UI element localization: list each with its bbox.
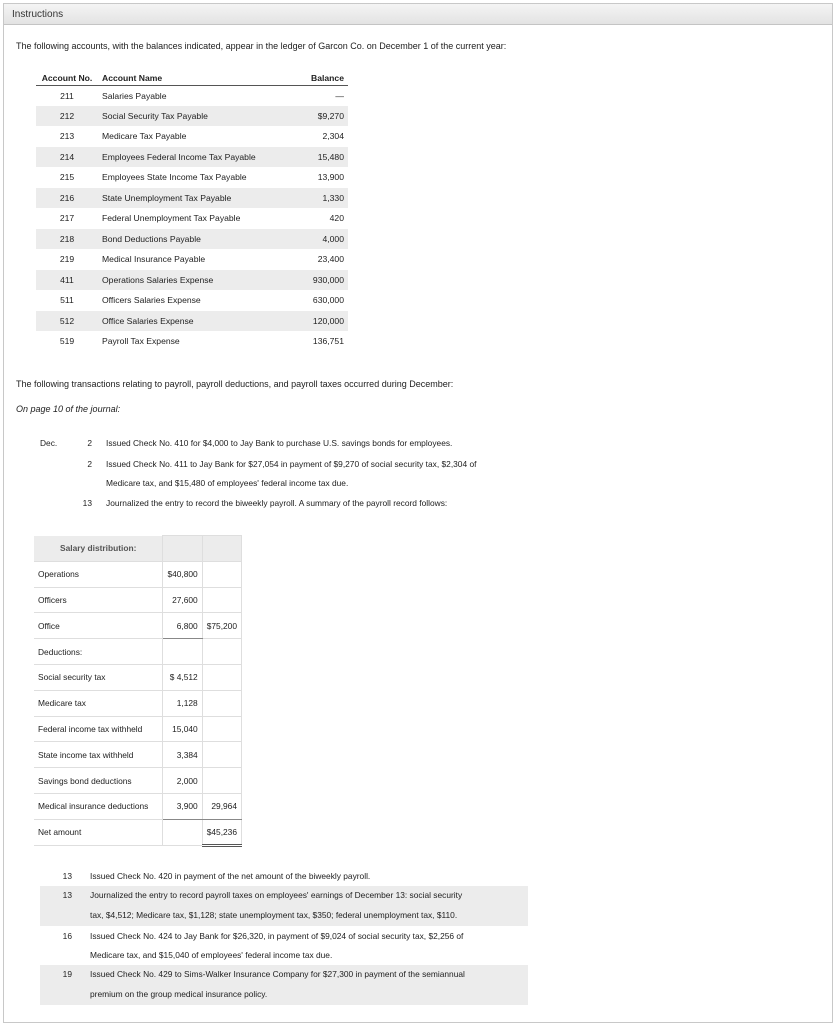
account-no: 211 xyxy=(60,90,74,101)
col-account-no: Account No. xyxy=(41,72,93,83)
transaction-text: Journalized the entry to record the biweekly payroll. A summary of the payroll record follows: xyxy=(106,498,448,508)
table-row xyxy=(36,331,348,352)
table-row xyxy=(36,249,348,270)
payroll-label: Operations xyxy=(34,561,163,587)
account-balance: 136,751 xyxy=(312,336,344,347)
table-row xyxy=(34,639,242,665)
transaction-day: 13 xyxy=(62,890,72,900)
account-name: Social Security Tax Payable xyxy=(102,110,208,121)
total-cell xyxy=(202,639,241,665)
payroll-label: Medical insurance deductions xyxy=(34,793,163,819)
account-balance: 4,000 xyxy=(322,233,344,244)
table-row xyxy=(36,311,348,332)
total-cell xyxy=(202,664,241,690)
transaction-row xyxy=(0,474,530,493)
account-balance: 420 xyxy=(329,213,344,224)
table-row xyxy=(34,768,242,794)
account-name: Operations Salaries Expense xyxy=(102,274,214,285)
intro-text: The following accounts, with the balances indicated, appear in the ledger of Garcon Co. on December 1 of the current year: xyxy=(16,41,507,51)
payroll-label: Officers xyxy=(34,587,163,613)
title-bar xyxy=(4,4,832,25)
transaction-text: Issued Check No. 410 for $4,000 to Jay Bank to purchase U.S. savings bonds for employees. xyxy=(106,438,453,448)
account-balance: 15,480 xyxy=(317,151,344,162)
transaction-row xyxy=(40,965,528,985)
account-balance: 120,000 xyxy=(312,315,344,326)
transaction-text: Issued Check No. 411 to Jay Bank for $27,054 in payment of $9,270 of social security tax, $2,304 of xyxy=(106,459,477,469)
account-balance: 2,304 xyxy=(322,131,344,142)
account-no: 212 xyxy=(59,110,75,121)
account-name: Medicare Tax Payable xyxy=(102,131,187,142)
total-cell xyxy=(202,561,241,587)
account-balance: $9,270 xyxy=(317,110,344,121)
transaction-row xyxy=(40,946,528,965)
table-row xyxy=(36,208,348,229)
amount-cell: 27,600 xyxy=(163,587,202,613)
total-cell: $45,236 xyxy=(202,819,241,845)
account-name: Office Salaries Expense xyxy=(102,315,194,326)
transaction-row xyxy=(40,927,528,946)
transaction-text: Medicare tax, and $15,040 of employees' federal income tax due. xyxy=(90,950,333,960)
transactions-intro: The following transactions relating to payroll, payroll deductions, and payroll taxes occurred during December: xyxy=(16,379,454,389)
table-row xyxy=(36,106,348,127)
amount-cell: 1,128 xyxy=(163,690,202,716)
amount-cell xyxy=(163,536,202,562)
account-balance: 13,900 xyxy=(317,172,344,183)
total-cell xyxy=(202,536,241,562)
amount-cell: $40,800 xyxy=(163,561,202,587)
transaction-row xyxy=(40,985,528,1005)
table-row xyxy=(36,167,348,188)
table-row xyxy=(34,664,242,690)
transaction-text: Journalized the entry to record payroll taxes on employees' earnings of December 13: social security xyxy=(90,890,463,900)
account-no: 215 xyxy=(59,172,75,183)
transaction-row xyxy=(40,886,528,906)
col-balance: Balance xyxy=(311,72,344,83)
payroll-summary-table xyxy=(34,535,242,847)
payroll-header-row xyxy=(34,536,242,562)
table-row xyxy=(36,229,348,250)
payroll-label: Medicare tax xyxy=(34,690,163,716)
transaction-day: 19 xyxy=(62,969,72,979)
amount-cell: 3,384 xyxy=(163,742,202,768)
table-row xyxy=(34,690,242,716)
table-row xyxy=(36,147,348,168)
account-name: Medical Insurance Payable xyxy=(102,254,206,265)
account-no: 218 xyxy=(59,233,75,244)
account-name: Payroll Tax Expense xyxy=(102,336,180,347)
account-no: 216 xyxy=(59,192,75,203)
table-row xyxy=(34,742,242,768)
payroll-label: Deductions: xyxy=(34,639,163,665)
amount-cell: 15,040 xyxy=(163,716,202,742)
table-row xyxy=(36,270,348,291)
account-name: Salaries Payable xyxy=(102,90,167,101)
account-balance: 1,330 xyxy=(322,192,344,203)
col-account-name: Account Name xyxy=(102,72,163,83)
total-cell: 29,964 xyxy=(202,793,241,819)
payroll-label: Office xyxy=(34,613,163,639)
transaction-text: Medicare tax, and $15,480 of employees' federal income tax due. xyxy=(106,478,349,488)
transaction-row xyxy=(40,867,528,886)
total-cell xyxy=(202,587,241,613)
amount-cell: 3,900 xyxy=(163,793,202,819)
account-no: 214 xyxy=(59,151,75,162)
total-cell: $75,200 xyxy=(202,613,241,639)
account-name: Federal Unemployment Tax Payable xyxy=(102,213,241,224)
transaction-month: Dec. xyxy=(40,438,58,448)
transaction-day: 13 xyxy=(82,498,92,508)
total-cell xyxy=(202,690,241,716)
table-row xyxy=(36,188,348,209)
account-name: State Unemployment Tax Payable xyxy=(102,192,232,203)
account-balance: 930,000 xyxy=(312,274,344,285)
payroll-label: State income tax withheld xyxy=(34,742,163,768)
transaction-text: Issued Check No. 424 to Jay Bank for $26,320, in payment of $9,024 of social security tax, $2,256 of xyxy=(90,931,464,941)
accounts-header-row xyxy=(36,71,348,85)
account-balance: 630,000 xyxy=(312,295,344,306)
account-no: 219 xyxy=(59,254,75,265)
payroll-label: Savings bond deductions xyxy=(34,768,163,794)
table-row xyxy=(36,126,348,147)
total-cell xyxy=(202,742,241,768)
table-row xyxy=(34,561,242,587)
transaction-row xyxy=(40,906,528,926)
account-no: 511 xyxy=(60,295,74,306)
payroll-label: Social security tax xyxy=(34,664,163,690)
table-row xyxy=(34,587,242,613)
account-balance: 23,400 xyxy=(317,254,344,265)
transaction-text: Issued Check No. 429 to Sims-Walker Insurance Company for $27,300 in payment of the semiannual xyxy=(90,969,465,979)
transaction-text: Issued Check No. 420 in payment of the net amount of the biweekly payroll. xyxy=(90,871,371,881)
account-no: 217 xyxy=(59,213,75,224)
transaction-day: 13 xyxy=(62,871,72,881)
transaction-text: premium on the group medical insurance policy. xyxy=(90,989,268,999)
account-no: 213 xyxy=(59,131,75,142)
table-row xyxy=(36,290,348,311)
salary-distribution-header: Salary distribution: xyxy=(34,536,163,562)
amount-cell: $ 4,512 xyxy=(163,664,202,690)
transaction-row xyxy=(0,455,530,474)
transaction-text: tax, $4,512; Medicare tax, $1,128; state unemployment tax, $350; federal unemployment tax, $110. xyxy=(90,910,458,920)
account-no: 512 xyxy=(59,315,75,326)
payroll-label: Net amount xyxy=(34,819,163,845)
window-title: Instructions xyxy=(12,9,64,20)
account-no: 519 xyxy=(59,336,75,347)
total-cell xyxy=(202,716,241,742)
account-name: Officers Salaries Expense xyxy=(102,295,201,306)
account-name: Employees State Income Tax Payable xyxy=(102,172,247,183)
table-row xyxy=(34,819,242,845)
payroll-label: Federal income tax withheld xyxy=(34,716,163,742)
transaction-row xyxy=(0,494,530,513)
table-row xyxy=(34,716,242,742)
total-cell xyxy=(202,768,241,794)
account-balance: — xyxy=(335,90,344,101)
journal-page-note: On page 10 of the journal: xyxy=(16,404,121,414)
amount-cell xyxy=(163,639,202,665)
table-row xyxy=(36,85,348,106)
amount-cell: 6,800 xyxy=(163,613,202,639)
account-name: Bond Deductions Payable xyxy=(102,233,201,244)
transaction-day: 16 xyxy=(62,931,72,941)
amount-cell: 2,000 xyxy=(163,768,202,794)
table-row xyxy=(34,793,242,819)
transaction-row xyxy=(0,434,530,453)
table-row xyxy=(34,613,242,639)
accounts-table xyxy=(36,71,348,352)
transaction-day: 2 xyxy=(87,459,92,469)
account-name: Employees Federal Income Tax Payable xyxy=(102,151,256,162)
transaction-day: 2 xyxy=(87,438,92,448)
amount-cell xyxy=(163,819,202,845)
account-no: 411 xyxy=(60,274,74,285)
